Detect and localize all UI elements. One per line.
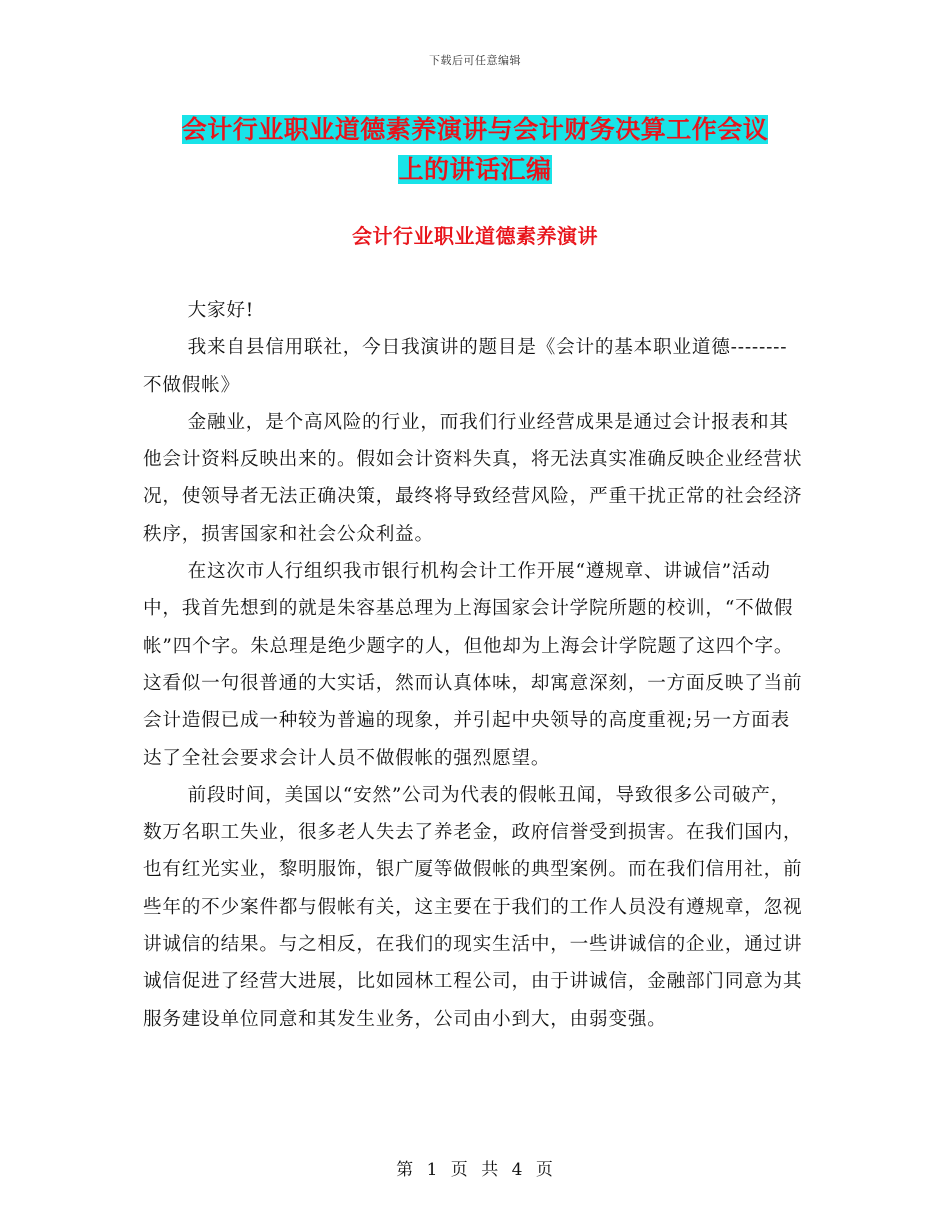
title-line-2: 上的讲话汇编 <box>398 155 552 184</box>
paragraph: 我来自县信用联社，今日我演讲的题目是《会计的基本职业道德--------不做假帐》 <box>143 337 788 396</box>
document-title <box>140 110 810 190</box>
paragraph: 在这次市人行组织我市银行机构会计工作开展“遵规章、讲诚信”活动中，我首先想到的就是朱容基总理为上海国家会计学院所题的校训，“不做假帐”四个字。朱总理是绝少题字的人，但他却为上海会计学院题了这四个字。这看似一句很普通的大实话，然而认真体味，却寓意深刻，一方面反映了当前会计造假已成一种较为普遍的现象，并引起中央领导的高度重视;另一方面表达了全社会要求会计人员不做假帐的强烈愿望。 <box>143 561 803 769</box>
paragraph: 前段时间，美国以“安然”公司为代表的假帐丑闻，导致很多公司破产，数万名职工失业，很多老人失去了养老金，政府信誉受到损害。在我们国内，也有红光实业，黎明服饰，银广厦等做假帐的典型案例。而在我们信用社，前些年的不少案件都与假帐有关，这主要在于我们的工作人员没有遵规章，忽视讲诚信的结果。与之相反，在我们的现实生活中，一些讲诚信的企业，通过讲诚信促进了经营大进展，比如园林工程公司，由于讲诚信，金融部门同意为其服务建设单位同意和其发生业务，公司由小到大，由弱变强。 <box>143 784 803 1030</box>
paragraph: 金融业，是个高风险的行业，而我们行业经营成果是通过会计报表和其他会计资料反映出来的。假如会计资料失真，将无法真实准确反映企业经营状况，使领导者无法正确决策，最终将导致经营风险，严重干扰正常的社会经济秩序，损害国家和社会公众利益。 <box>143 411 803 545</box>
page-number: 第 1 页 共 4 页 <box>396 1160 554 1180</box>
section-title: 会计行业职业道德素养演讲 <box>352 224 598 248</box>
title-line-1: 会计行业职业道德素养演讲与会计财务决算工作会议 <box>181 115 769 144</box>
paragraph-greeting: 大家好! <box>187 300 255 321</box>
header-note: 下载后可任意编辑 <box>429 54 521 67</box>
body-text <box>143 292 805 1038</box>
